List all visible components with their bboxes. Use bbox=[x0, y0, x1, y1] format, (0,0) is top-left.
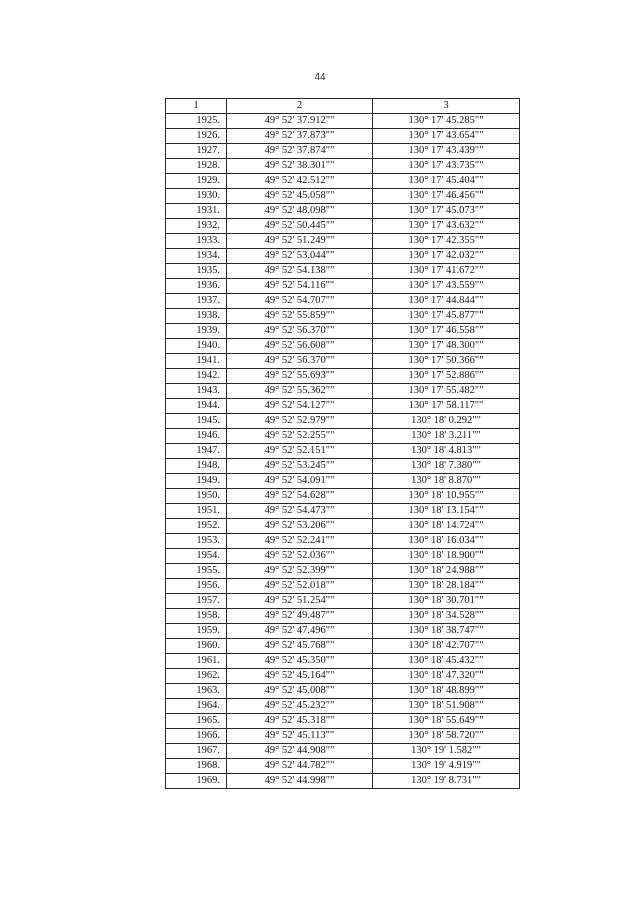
point-number: 1967. bbox=[166, 744, 227, 759]
longitude-cell: 130° 18' 30.701"" bbox=[373, 594, 520, 609]
longitude-cell: 130° 18' 4.813"" bbox=[373, 444, 520, 459]
table-row bbox=[166, 324, 520, 339]
latitude-cell: 49° 52' 52.399"" bbox=[227, 564, 373, 579]
point-number: 1939. bbox=[166, 324, 227, 339]
point-number: 1962. bbox=[166, 669, 227, 684]
longitude-cell: 130° 17' 45.285"" bbox=[373, 114, 520, 129]
point-number: 1938. bbox=[166, 309, 227, 324]
longitude-cell: 130° 18' 0.292"" bbox=[373, 414, 520, 429]
latitude-cell: 49° 52' 54.091"" bbox=[227, 474, 373, 489]
table-row bbox=[166, 549, 520, 564]
table-row bbox=[166, 204, 520, 219]
longitude-cell: 130° 18' 45.432"" bbox=[373, 654, 520, 669]
table-row bbox=[166, 579, 520, 594]
latitude-cell: 49° 52' 56.370"" bbox=[227, 354, 373, 369]
table-row bbox=[166, 429, 520, 444]
longitude-cell: 130° 18' 13.154"" bbox=[373, 504, 520, 519]
table-row bbox=[166, 654, 520, 669]
latitude-cell: 49° 52' 55.693"" bbox=[227, 369, 373, 384]
point-number: 1961. bbox=[166, 654, 227, 669]
table-row bbox=[166, 354, 520, 369]
longitude-cell: 130° 17' 55.482"" bbox=[373, 384, 520, 399]
table-row bbox=[166, 474, 520, 489]
point-number: 1925. bbox=[166, 114, 227, 129]
point-number: 1926. bbox=[166, 129, 227, 144]
latitude-cell: 49° 52' 54.138"" bbox=[227, 264, 373, 279]
latitude-cell: 49° 52' 49.487"" bbox=[227, 609, 373, 624]
table-row bbox=[166, 714, 520, 729]
point-number: 1951. bbox=[166, 504, 227, 519]
longitude-cell: 130° 17' 50.366"" bbox=[373, 354, 520, 369]
latitude-cell: 49° 52' 53.245"" bbox=[227, 459, 373, 474]
table-row bbox=[166, 264, 520, 279]
longitude-cell: 130° 18' 7.380"" bbox=[373, 459, 520, 474]
longitude-cell: 130° 17' 43.559"" bbox=[373, 279, 520, 294]
latitude-cell: 49° 52' 52.255"" bbox=[227, 429, 373, 444]
longitude-cell: 130° 18' 8.870"" bbox=[373, 474, 520, 489]
latitude-cell: 49° 52' 45.318"" bbox=[227, 714, 373, 729]
point-number: 1952. bbox=[166, 519, 227, 534]
table-row bbox=[166, 234, 520, 249]
longitude-cell: 130° 18' 3.211"" bbox=[373, 429, 520, 444]
point-number: 1932. bbox=[166, 219, 227, 234]
point-number: 1969. bbox=[166, 774, 227, 789]
point-number: 1934. bbox=[166, 249, 227, 264]
longitude-cell: 130° 18' 51.908"" bbox=[373, 699, 520, 714]
latitude-cell: 49° 52' 45.350"" bbox=[227, 654, 373, 669]
longitude-cell: 130° 18' 48.899"" bbox=[373, 684, 520, 699]
longitude-cell: 130° 17' 42.032"" bbox=[373, 249, 520, 264]
latitude-cell: 49° 52' 56.370"" bbox=[227, 324, 373, 339]
point-number: 1948. bbox=[166, 459, 227, 474]
point-number: 1930. bbox=[166, 189, 227, 204]
longitude-cell: 130° 18' 28.184"" bbox=[373, 579, 520, 594]
table-row bbox=[166, 504, 520, 519]
point-number: 1963. bbox=[166, 684, 227, 699]
table-row bbox=[166, 564, 520, 579]
longitude-cell: 130° 17' 44.844"" bbox=[373, 294, 520, 309]
longitude-cell: 130° 17' 43.632"" bbox=[373, 219, 520, 234]
table-row bbox=[166, 489, 520, 504]
point-number: 1933. bbox=[166, 234, 227, 249]
latitude-cell: 49° 52' 52.036"" bbox=[227, 549, 373, 564]
table-row bbox=[166, 774, 520, 789]
latitude-cell: 49° 52' 52.979"" bbox=[227, 414, 373, 429]
longitude-cell: 130° 17' 46.558"" bbox=[373, 324, 520, 339]
coordinates-table bbox=[165, 98, 520, 789]
point-number: 1959. bbox=[166, 624, 227, 639]
table-row bbox=[166, 744, 520, 759]
latitude-cell: 49° 52' 50.445"" bbox=[227, 219, 373, 234]
point-number: 1931. bbox=[166, 204, 227, 219]
point-number: 1943. bbox=[166, 384, 227, 399]
longitude-cell: 130° 17' 43.439"" bbox=[373, 144, 520, 159]
latitude-cell: 49° 52' 52.018"" bbox=[227, 579, 373, 594]
latitude-cell: 49° 52' 45.058"" bbox=[227, 189, 373, 204]
point-number: 1946. bbox=[166, 429, 227, 444]
latitude-cell: 49° 52' 45.768"" bbox=[227, 639, 373, 654]
latitude-cell: 49° 52' 47.496"" bbox=[227, 624, 373, 639]
point-number: 1950. bbox=[166, 489, 227, 504]
point-number: 1944. bbox=[166, 399, 227, 414]
latitude-cell: 49° 52' 37.912"" bbox=[227, 114, 373, 129]
latitude-cell: 49° 52' 53.206"" bbox=[227, 519, 373, 534]
point-number: 1937. bbox=[166, 294, 227, 309]
longitude-cell: 130° 18' 58.720"" bbox=[373, 729, 520, 744]
latitude-cell: 49° 52' 51.249"" bbox=[227, 234, 373, 249]
point-number: 1941. bbox=[166, 354, 227, 369]
table-row bbox=[166, 459, 520, 474]
longitude-cell: 130° 17' 45.073"" bbox=[373, 204, 520, 219]
point-number: 1965. bbox=[166, 714, 227, 729]
header-row bbox=[166, 99, 520, 114]
table-row bbox=[166, 414, 520, 429]
point-number: 1940. bbox=[166, 339, 227, 354]
table-row bbox=[166, 174, 520, 189]
latitude-cell: 49° 52' 51.254"" bbox=[227, 594, 373, 609]
table-row bbox=[166, 639, 520, 654]
point-number: 1954. bbox=[166, 549, 227, 564]
longitude-cell: 130° 18' 14.724"" bbox=[373, 519, 520, 534]
table-row bbox=[166, 279, 520, 294]
header-col-2: 2 bbox=[227, 99, 373, 114]
table-row bbox=[166, 594, 520, 609]
point-number: 1949. bbox=[166, 474, 227, 489]
point-number: 1958. bbox=[166, 609, 227, 624]
longitude-cell: 130° 19' 8.731"" bbox=[373, 774, 520, 789]
latitude-cell: 49° 52' 52.241"" bbox=[227, 534, 373, 549]
latitude-cell: 49° 52' 45.113"" bbox=[227, 729, 373, 744]
longitude-cell: 130° 17' 48.300"" bbox=[373, 339, 520, 354]
table-row bbox=[166, 669, 520, 684]
table-row bbox=[166, 159, 520, 174]
longitude-cell: 130° 17' 52.886"" bbox=[373, 369, 520, 384]
point-number: 1936. bbox=[166, 279, 227, 294]
latitude-cell: 49° 52' 55.362"" bbox=[227, 384, 373, 399]
latitude-cell: 49° 52' 48.098"" bbox=[227, 204, 373, 219]
longitude-cell: 130° 17' 46.456"" bbox=[373, 189, 520, 204]
latitude-cell: 49° 52' 37.874"" bbox=[227, 144, 373, 159]
point-number: 1935. bbox=[166, 264, 227, 279]
latitude-cell: 49° 52' 54.707"" bbox=[227, 294, 373, 309]
point-number: 1953. bbox=[166, 534, 227, 549]
table-body bbox=[166, 114, 520, 789]
table-row bbox=[166, 609, 520, 624]
page-number: 44 bbox=[314, 72, 326, 83]
longitude-cell: 130° 18' 24.988"" bbox=[373, 564, 520, 579]
table-row bbox=[166, 369, 520, 384]
point-number: 1947. bbox=[166, 444, 227, 459]
latitude-cell: 49° 52' 44.782"" bbox=[227, 759, 373, 774]
longitude-cell: 130° 18' 16.034"" bbox=[373, 534, 520, 549]
point-number: 1957. bbox=[166, 594, 227, 609]
table-row bbox=[166, 684, 520, 699]
longitude-cell: 130° 18' 47.320"" bbox=[373, 669, 520, 684]
latitude-cell: 49° 52' 38.301"" bbox=[227, 159, 373, 174]
table-row bbox=[166, 144, 520, 159]
table-header bbox=[166, 99, 520, 114]
longitude-cell: 130° 17' 45.404"" bbox=[373, 174, 520, 189]
point-number: 1964. bbox=[166, 699, 227, 714]
latitude-cell: 49° 52' 37.873"" bbox=[227, 129, 373, 144]
table-row bbox=[166, 534, 520, 549]
header-col-3: 3 bbox=[373, 99, 520, 114]
longitude-cell: 130° 18' 55.649"" bbox=[373, 714, 520, 729]
point-number: 1966. bbox=[166, 729, 227, 744]
point-number: 1942. bbox=[166, 369, 227, 384]
point-number: 1960. bbox=[166, 639, 227, 654]
point-number: 1928. bbox=[166, 159, 227, 174]
point-number: 1927. bbox=[166, 144, 227, 159]
longitude-cell: 130° 19' 1.582"" bbox=[373, 744, 520, 759]
longitude-cell: 130° 17' 45.877"" bbox=[373, 309, 520, 324]
table-row bbox=[166, 729, 520, 744]
longitude-cell: 130° 18' 34.528"" bbox=[373, 609, 520, 624]
table-row bbox=[166, 219, 520, 234]
latitude-cell: 49° 52' 54.116"" bbox=[227, 279, 373, 294]
latitude-cell: 49° 52' 54.127"" bbox=[227, 399, 373, 414]
table-row bbox=[166, 399, 520, 414]
table-row bbox=[166, 309, 520, 324]
latitude-cell: 49° 52' 54.473"" bbox=[227, 504, 373, 519]
longitude-cell: 130° 17' 58.117"" bbox=[373, 399, 520, 414]
table-row bbox=[166, 294, 520, 309]
longitude-cell: 130° 17' 43.735"" bbox=[373, 159, 520, 174]
latitude-cell: 49° 52' 52.151"" bbox=[227, 444, 373, 459]
latitude-cell: 49° 52' 44.908"" bbox=[227, 744, 373, 759]
latitude-cell: 49° 52' 54.628"" bbox=[227, 489, 373, 504]
point-number: 1955. bbox=[166, 564, 227, 579]
latitude-cell: 49° 52' 42.512"" bbox=[227, 174, 373, 189]
table-row bbox=[166, 519, 520, 534]
table-row bbox=[166, 444, 520, 459]
latitude-cell: 49° 52' 45.008"" bbox=[227, 684, 373, 699]
longitude-cell: 130° 18' 42.707"" bbox=[373, 639, 520, 654]
table-row bbox=[166, 129, 520, 144]
table-row bbox=[166, 249, 520, 264]
latitude-cell: 49° 52' 45.164"" bbox=[227, 669, 373, 684]
table-row bbox=[166, 189, 520, 204]
longitude-cell: 130° 17' 42.355"" bbox=[373, 234, 520, 249]
table-row bbox=[166, 339, 520, 354]
longitude-cell: 130° 18' 18.900"" bbox=[373, 549, 520, 564]
longitude-cell: 130° 19' 4.919"" bbox=[373, 759, 520, 774]
point-number: 1945. bbox=[166, 414, 227, 429]
table-row bbox=[166, 699, 520, 714]
longitude-cell: 130° 17' 41.672"" bbox=[373, 264, 520, 279]
table-row bbox=[166, 114, 520, 129]
latitude-cell: 49° 52' 45.232"" bbox=[227, 699, 373, 714]
latitude-cell: 49° 52' 44.998"" bbox=[227, 774, 373, 789]
longitude-cell: 130° 17' 43.654"" bbox=[373, 129, 520, 144]
table-row bbox=[166, 384, 520, 399]
longitude-cell: 130° 18' 10.955"" bbox=[373, 489, 520, 504]
point-number: 1956. bbox=[166, 579, 227, 594]
point-number: 1968. bbox=[166, 759, 227, 774]
latitude-cell: 49° 52' 56.608"" bbox=[227, 339, 373, 354]
header-col-1: 1 bbox=[166, 99, 227, 114]
point-number: 1929. bbox=[166, 174, 227, 189]
table-row bbox=[166, 624, 520, 639]
latitude-cell: 49° 52' 53.044"" bbox=[227, 249, 373, 264]
table-row bbox=[166, 759, 520, 774]
latitude-cell: 49° 52' 55.859"" bbox=[227, 309, 373, 324]
longitude-cell: 130° 18' 38.747"" bbox=[373, 624, 520, 639]
